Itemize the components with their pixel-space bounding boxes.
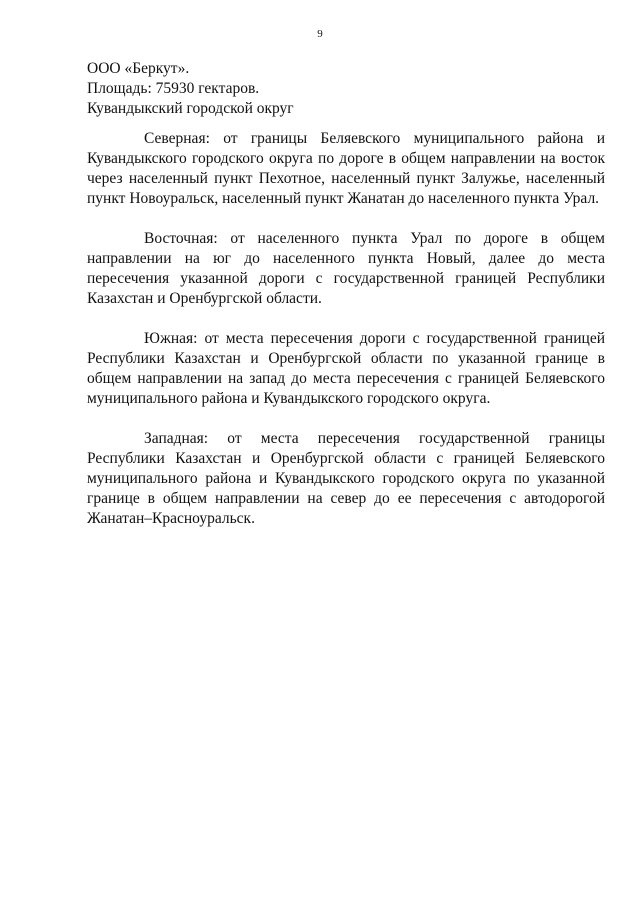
- boundary-description: [87, 129, 605, 549]
- paragraph-south: Южная: от места пересечения дороги с государственной границей Республики Казахстан и Оренбургской области по указанной границе в общем направлении на запад до места пересечения с границей Беляевского муниципального района и Кувандыкского городского округа.: [87, 330, 605, 407]
- paragraph-east: Восточная: от населенного пункта Урал по дороге в общем направлении на юг до населенного пункта Новый, далее до места пересечения указанной дороги с государственной границей Республики Казахстан и Оренбургской области.: [87, 230, 605, 307]
- paragraph-north: Северная: от границы Беляевского муниципального района и Кувандыкского городского округа по дороге в общем направлении на восток через населенный пункт Пехотное, населенный пункт Залужье, населенный пункт Новоуральск, населенный пункт Жанатан до населенного пункта Урал.: [87, 130, 605, 207]
- paragraph-west: Западная: от места пересечения государственной границы Республики Казахстан и Оренбургской области с границей Беляевского муниципального района и Кувандыкского городского округа по указанной границе в общем направлении на север до ее пересечения с автодорогой Жанатан–Красноуральск.: [87, 430, 605, 527]
- page-number: 9: [317, 28, 323, 40]
- company-name: ООО «Беркут».: [87, 60, 190, 77]
- district-line: Кувандыкский городской округ: [87, 100, 294, 117]
- document-header: [87, 59, 294, 119]
- area-line: Площадь: 75930 гектаров.: [87, 80, 260, 97]
